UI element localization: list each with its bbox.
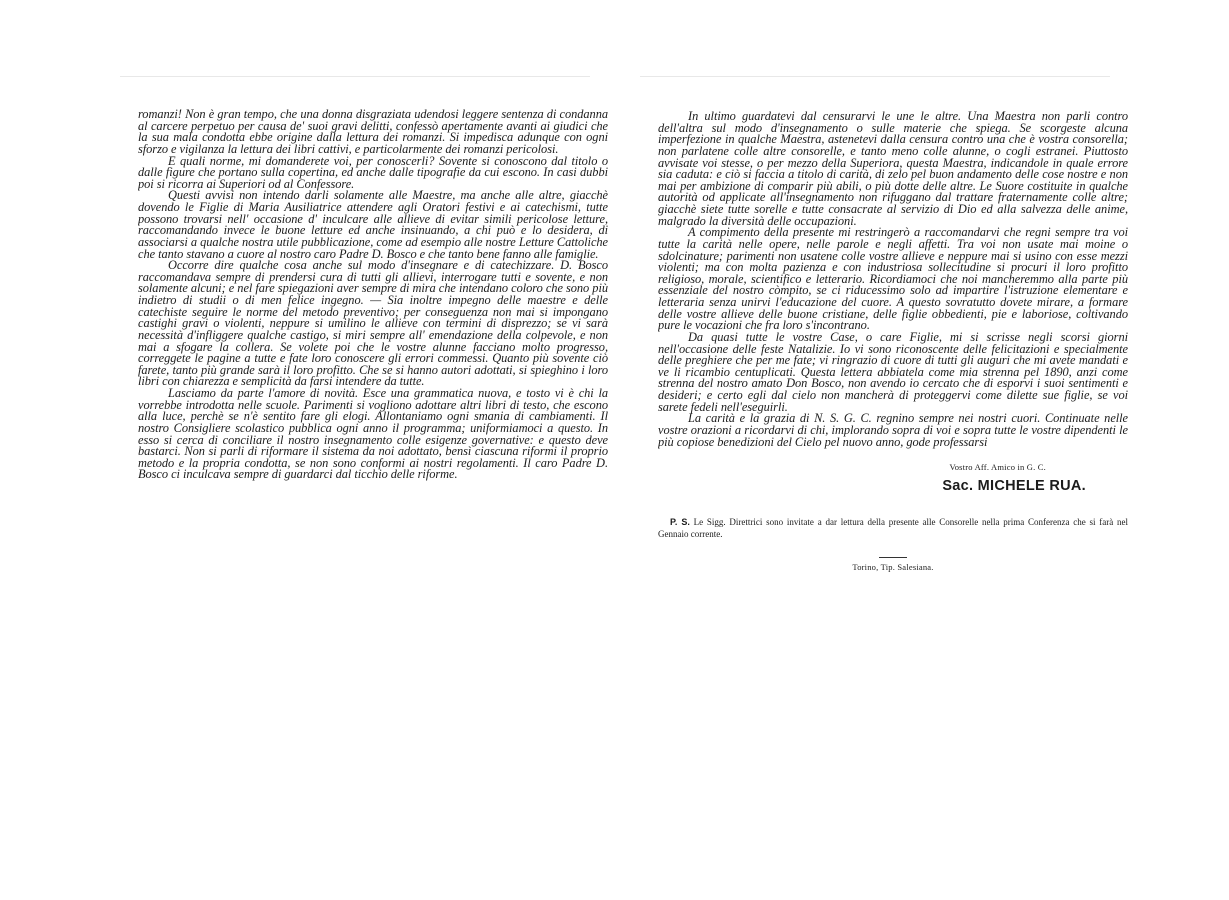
left-paragraph-2: E quali norme, mi domanderete voi, per conoscerli? Sovente si conoscono dal titolo o dalle figure che portano sulla copertina, ed anche dalle tipografie da cui escono. In casi dubbi poi si ricorra ai Superiori od al Confessore. (138, 153, 608, 191)
printer-colophon: Torino, Tip. Salesiana. (852, 562, 934, 573)
right-paragraph-1: In ultimo guardatevi dal censurarvi le une le altre. Una Maestra non parli contro dell'altra sul modo d'insegnamento o sulle materie che spiega. Se scorgeste alcuna imperfezione in qualche Maestra, astenetevi dalla censura contro una che è vostra consorella; non parlatene colle altre consorelle, e tanto meno colle alunne, o cogli estranei. Piuttosto avvisate voi stesse, o per mezzo della Superiora, questa Maestra, indicandole in quale errore sia caduta: e ciò si faccia a titolo di carità, di zelo pel buon andamento delle cose nostre e non mai per ambizione di comparir più abili, o più dotte delle altre. Le Suore costituite in qualche autorità od applicate all'insegnamento non rifuggano dal trattare fraternamente colle altre; giacchè siete tutte sorelle e tutte consacrate al servizio di Dio ed alla salvezza delle anime, malgrado la diversità delle occupazioni. (658, 109, 1128, 228)
closing-salutation: Vostro Aff. Amico in G. C. (949, 462, 1046, 473)
signature: Sac. MICHELE RUA. (942, 478, 1086, 495)
divider-rule (879, 557, 907, 558)
left-paragraph-4: Occorre dire qualche cosa anche sul modo d'insegnare e di catechizzare. D. Bosco raccomandava sempre di prendersi cura di tutti gli allievi, interrogare tutti e sovente, e non solamente alcuni; e nel fare spiegazioni aver sempre di mira che intendano coloro che sono più indietro di studii o di men felice ingegno. — Sia inoltre impegno delle maestre e delle catechiste seguire le norme del metodo preventivo; per conseguenza non mai si impongano castighi gravi o violenti, neppure si umilino le allieve con termini di disprezzo; se vi sarà necessità d'infliggere qualche castigo, si miri sempre all' emendazione della colpevole, e non mai a sfogare la collera. Se volete poi che le vostre alunne facciano molto progresso, correggete le pagine a tutte e fate loro conoscere gli errori commessi. Quanto più sovente ciò farete, tanto più grande sarà il loro profitto. Che se si hanno autori adottati, si spieghino i loro libri con chiarezza e semplicità da farsi intendere da tutte. (138, 258, 608, 389)
right-paragraph-4: La carità e la grazia di N. S. G. C. regnino sempre nei nostri cuori. Continuate nelle vostre orazioni a ricordarvi di chi, implorando sopra di voi e sopra tutte le vostre dipendenti le più copiose benedizioni del Cielo pel nuovo anno, gode professarsi (658, 411, 1128, 449)
left-page-text (138, 60, 608, 481)
postscript-label: P. S. (670, 517, 690, 528)
left-paragraph-1: romanzi! Non è gran tempo, che una donna disgraziata udendosi leggere sentenza di condanna al carcere perpetuo per causa de' suoi gravi delitti, confessò apertamente avanti ai giudici che la sua mala condotta ebbe origine dalla lettura dei romanzi. Si impedisca adunque con ogni sforzo e vigilanza la lettura dei libri cattivi, e particolarmente dei romanzi pericolosi. (138, 107, 608, 156)
right-page-text (658, 60, 1128, 448)
postscript (658, 516, 1128, 540)
left-page (138, 60, 608, 840)
right-paragraph-2: A compimento della presente mi restringerò a raccomandarvi che regni sempre tra voi tutte la carità nelle opere, nelle parole e negli affetti. Tra voi non usate mai moine o sdolcinature; parimenti non usatene colle vostre allieve e neppure mai si usino con esse mezzi violenti; ma con molta pazienza e con industriosa sollecitudine si procuri il loro profitto religioso, morale, scientifico e letterario. Ricordiamoci che noi mancheremmo alla parte più essenziale del nostro còmpito, se ci riducessimo solo ad impartire l'istruzione elementare e letteraria senza unirvi l'educazione del cuore. A questo sovratutto dovete mirare, a formare delle vostre allieve delle buone cristiane, delle figlie obbedienti, pie e laboriose, coltivando pure le vocazioni che fra loro s'incontrano. (658, 225, 1128, 333)
right-paragraph-3: Da quasi tutte le vostre Case, o care Figlie, mi si scrisse negli scorsi giorni nell'occasione delle feste Natalizie. Io vi sono riconoscente delle felicitazioni e specialmente delle preghiere che per me fate; vi ringrazio di cuore di tutti gli auguri che mi avete mandati e ve li ricambio centuplicati. Questa lettera abbiatela come mia strenna pel 1890, anzi come strenna del nostro amato Don Bosco, non avendo io cercato che di esporvi i suoi sentimenti e desideri; e certo egli dal cielo non mancherà di proteggervi come dilette sue figlie, se voi sarete fedeli nell'eseguirli. (658, 329, 1128, 414)
left-paragraph-5: Lasciamo da parte l'amore di novità. Esce una grammatica nuova, e tosto vi è chi la vorrebbe introdotta nelle scuole. Parimenti si vogliono adottare altri libri di testo, che escono alla luce, perchè se n'è sentito fare gli elogi. Allontaniamo ogni smania di cambiamenti. Il nostro Consigliere scolastico pubblica ogni anno il programma; uniformiamoci a questo. In esso si cerca di conciliare il nostro insegnamento colle esigenze governative: e questo deve bastarci. Non si parli di riformare il sistema da noi adottato, bensì ciascuna riformi il proprio metodo e la propria condotta, se non sono conformi ai nostri regolamenti. Il caro Padre D. Bosco ci inculcava sempre di guardarci dal ticchio delle riforme. (138, 386, 608, 482)
left-paragraph-3: Questi avvisi non intendo darli solamente alle Maestre, ma anche alle altre, giacchè dovendo le Figlie di Maria Ausiliatrice attendere agli Oratori festivi e ai catechismi, tutte possono trovarsi nell' occasione d' inculcare alle allieve di evitar simili pericolose letture, raccomandando invece le buone letture ed anche insinuando, a chi può e lo desidera, di associarsi a qualche nostra utile pubblicazione, come ad esempio alle nostre Letture Cattoliche che tanto stavano a cuore al nostro caro Padre D. Bosco e che tanto bene fanno alle famiglie. (138, 188, 608, 261)
postscript-text: Le Sigg. Direttrici sono invitate a dar lettura della presente alle Consorelle nella prima Conferenza che si farà nel Gennaio corrente. (658, 517, 1128, 540)
right-page (658, 60, 1128, 840)
